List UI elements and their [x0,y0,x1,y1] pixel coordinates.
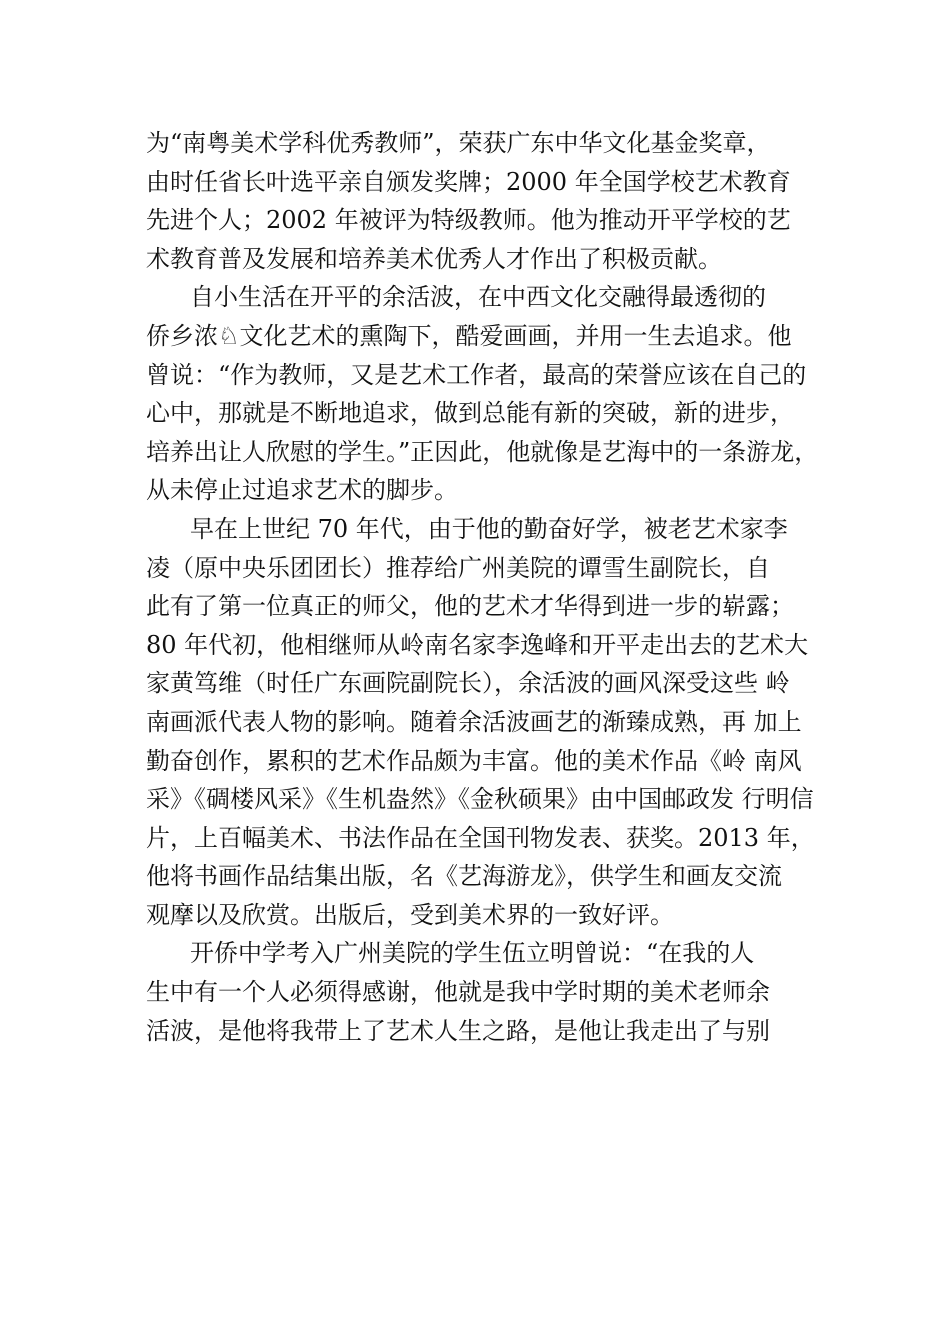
text-line: 南画派代表人物的影响。随着余活波画艺的渐臻成熟，再 加上 [146,707,802,736]
text-line: 生中有一个人必须得感谢，他就是我中学时期的美术老师余 [146,978,770,1007]
text-line: 观摩以及欣赏。出版后，受到美术界的一致好评。 [146,900,674,929]
text-line: 片，上百幅美术、书法作品在全国刊物发表、获奖。2013 年， [146,823,815,852]
text-line: 为“南粤美术学科优秀教师”，荣获广东中华文化基金奖章， [146,129,771,157]
text-line: 由时任省长叶选平亲自颁发奖牌；2000 年全国学校艺术教育 [146,167,791,196]
paragraph-first-line: 开侨中学考入广州美院的学生伍立明曾说：“在我的人 [190,939,755,968]
text-line: 凌（原中央乐团团长）推荐给广州美院的谭雪生副院长，自 [146,553,770,582]
text-line: 从未停止过追求艺术的脚步。 [146,476,458,505]
text-line: 曾说：“作为教师，又是艺术工作者，最高的荣誉应该在自己的 [146,360,807,389]
text-line: 勤奋创作，累积的艺术作品颇为丰富。他的美术作品《岭 南风 [146,746,802,775]
text-line: 此有了第一位真正的师父，他的艺术才华得到进一步的崭露； [146,592,794,621]
body-text [146,124,836,1050]
paragraph-first-line: 早在上世纪 70 年代，由于他的勤奋好学，被老艺术家李 [190,514,788,543]
text-line: 心中，那就是不断地追求，做到总能有新的突破，新的进步， [146,399,794,428]
paragraph-first-line: 自小生活在开平的余活波，在中西文化交融得最透彻的 [190,283,766,312]
text-line: 先进个人；2002 年被评为特级教师。他为推动开平学校的艺 [146,206,791,235]
text-line: 家黄笃维（时任广东画院副院长），余活波的画风深受这些 岭 [146,669,790,698]
text-line: 活波，是他将我带上了艺术人生之路，是他让我走出了与别 [146,1016,770,1045]
text-line: 侨乡浓♘文化艺术的熏陶下，酷爱画画，并用一生去追求。他 [146,321,792,350]
text-line: 他将书画作品结集出版，名《艺海游龙》，供学生和画友交流 [146,862,782,891]
text-line: 80 年代初，他相继师从岭南名家李逸峰和开平走出去的艺术大 [146,630,809,659]
text-line: 培养出让人欣慰的学生。”正因此，他就像是艺海中的一条游龙， [146,437,819,466]
text-line: 术教育普及发展和培养美术优秀人才作出了积极贡献。 [146,244,722,273]
text-line: 采》《碉楼风采》《生机盎然》《金秋硕果》由中国邮政发 行明信 [146,785,814,814]
